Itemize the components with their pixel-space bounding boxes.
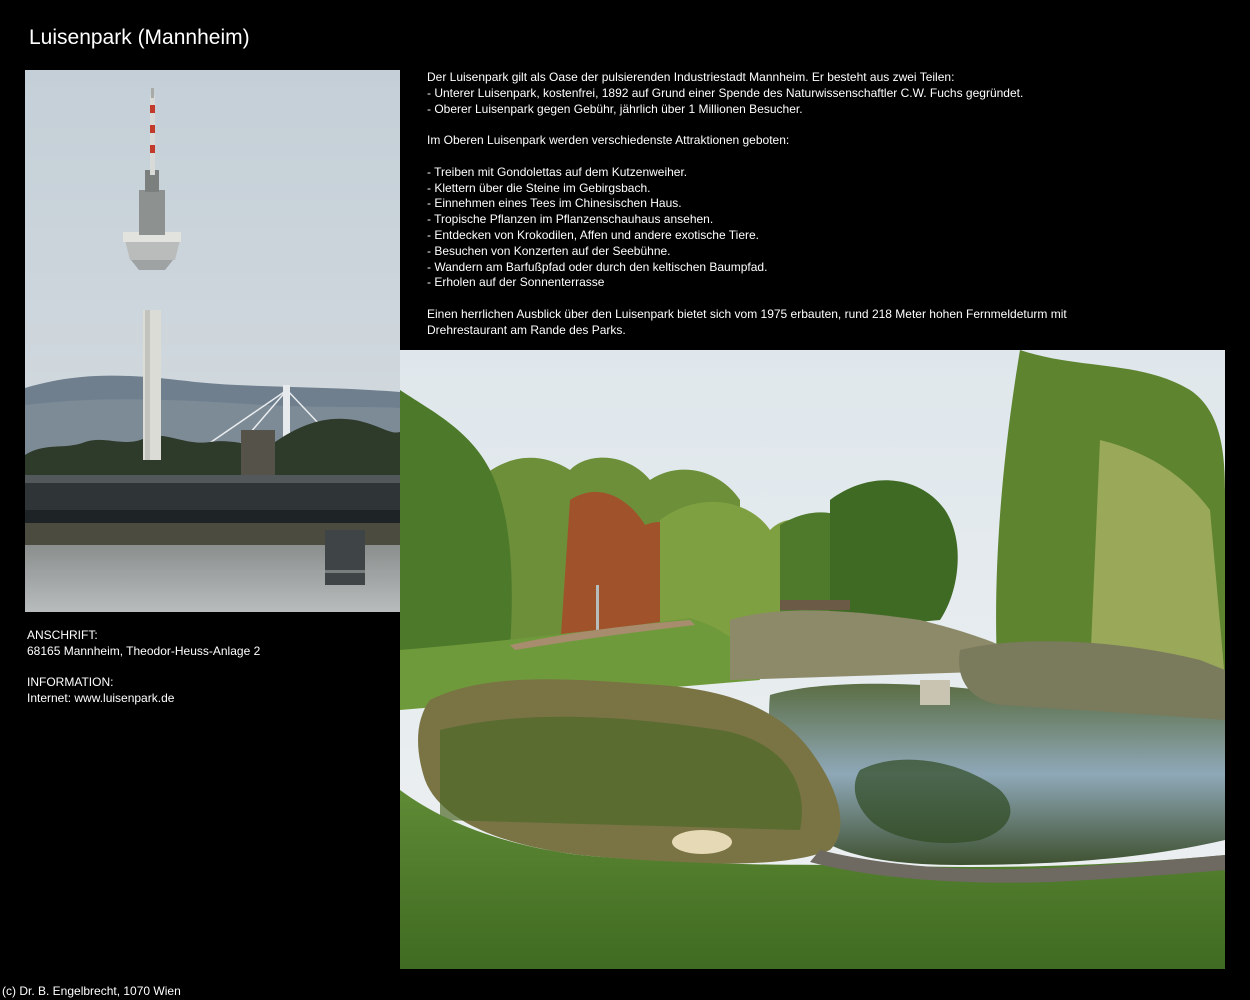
tower-photo	[25, 70, 400, 612]
info-value: Internet: www.luisenpark.de	[27, 691, 175, 706]
address-value: 68165 Mannheim, Theodor-Heuss-Anlage 2	[27, 643, 261, 658]
outro-paragraph	[427, 307, 1217, 339]
intro-line: - Oberer Luisenpark gegen Gebühr, jährlich über 1 Millionen Besucher.	[427, 101, 803, 116]
attraction-item: - Treiben mit Gondolettas auf dem Kutzenweiher.	[427, 164, 688, 179]
outro-line: Drehrestaurant am Rande des Parks.	[427, 322, 626, 337]
address-label: ANSCHRIFT:	[27, 628, 98, 642]
attraction-item: - Erholen auf der Sonnenterrasse	[427, 275, 605, 290]
intro-line: - Unterer Luisenpark, kostenfrei, 1892 auf Grund einer Spende des Naturwissenschaftler C.W. Fuchs gegründet.	[427, 85, 1024, 100]
attraction-item: - Entdecken von Krokodilen, Affen und andere exotische Tiere.	[427, 227, 759, 242]
outro-line: Einen herrlichen Ausblick über den Luisenpark bietet sich vom 1975 erbauten, rund 218 Meter hohen Fernmeldeturm mit	[427, 306, 1067, 321]
page-title: Luisenpark (Mannheim)	[29, 26, 250, 49]
copyright-notice: (c) Dr. B. Engelbrecht, 1070 Wien	[2, 984, 181, 998]
park-photo	[400, 350, 1225, 969]
info-label: INFORMATION:	[27, 675, 114, 690]
spacer	[27, 660, 387, 676]
park-photo-illustration	[400, 350, 1225, 969]
attraction-item: - Tropische Pflanzen im Pflanzenschauhaus ansehen.	[427, 212, 714, 227]
attractions-list	[427, 165, 1217, 291]
attraction-item: - Klettern über die Steine im Gebirgsbach.	[427, 180, 651, 195]
tower-photo-illustration	[25, 70, 400, 612]
attractions-heading	[427, 133, 1217, 149]
attractions-heading-text: Im Oberen Luisenpark werden verschiedenste Attraktionen geboten:	[427, 133, 790, 148]
attraction-item: - Einnehmen eines Tees im Chinesischen Haus.	[427, 196, 682, 211]
contact-info	[27, 628, 387, 707]
attraction-item: - Besuchen von Konzerten auf der Seebühne.	[427, 243, 671, 258]
attraction-item: - Wandern am Barfußpfad oder durch den keltischen Baumpfad.	[427, 259, 768, 274]
intro-paragraph	[427, 70, 1217, 117]
park-description	[427, 70, 1217, 354]
intro-line: Der Luisenpark gilt als Oase der pulsierenden Industriestadt Mannheim. Er besteht aus zwei Teilen:	[427, 70, 955, 84]
